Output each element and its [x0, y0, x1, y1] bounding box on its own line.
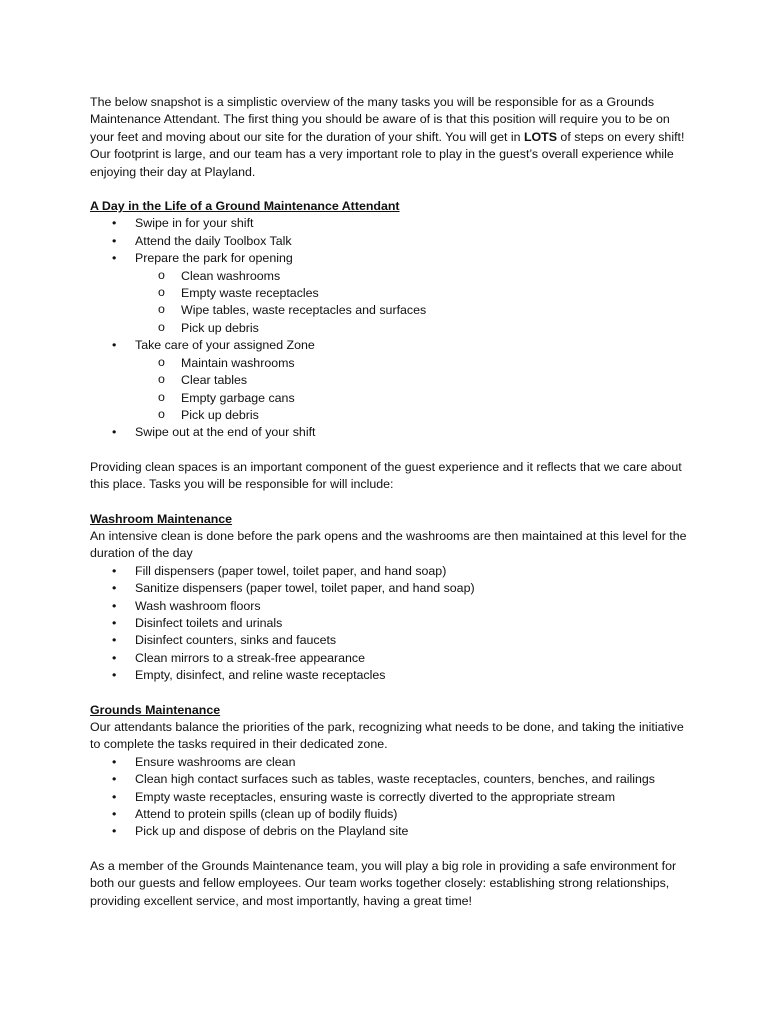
washroom-task-list	[90, 563, 690, 685]
list-item: • Sanitize dispensers (paper towel, toilet paper, and hand soap)	[90, 580, 690, 597]
list-item: • Empty waste receptacles, ensuring waste is correctly diverted to the appropriate stream	[90, 789, 690, 806]
list-item: • Pick up and dispose of debris on the Playland site	[90, 823, 690, 840]
list-item: • Clean high contact surfaces such as tables, waste receptacles, counters, benches, and railings	[90, 771, 690, 788]
list-item: • Prepare the park for opening	[90, 250, 690, 267]
sub-list-item: o Empty garbage cans	[90, 390, 690, 407]
lots-emphasis: LOTS	[523, 129, 557, 144]
list-item: • Disinfect toilets and urinals	[90, 615, 690, 632]
clean-spaces-paragraph: Providing clean spaces is an important component of the guest experience and it reflects that we care about this place. Tasks you will be responsible for will include:	[90, 459, 682, 492]
list-item: • Disinfect counters, sinks and faucets	[90, 632, 690, 649]
sub-list-item: o Empty waste receptacles	[90, 285, 690, 302]
list-item: • Wash washroom floors	[90, 598, 690, 615]
document-page	[90, 94, 690, 910]
list-item: • Clean mirrors to a streak-free appearance	[90, 650, 690, 667]
list-item: • Fill dispensers (paper towel, toilet paper, and hand soap)	[90, 563, 690, 580]
intro-paragraph: The below snapshot is a simplistic overview of the many tasks you will be responsible for as a Grounds Maintenance Attendant. The first thing you should be aware of is that this position will require you to be on your feet and moving about our site for the duration of your shift. You will get in LOTS of steps on every shift! Our footprint is large, and our team has a very important role to play in the guest’s overall experience while enjoying their day at Playland.	[90, 95, 685, 179]
washroom-heading: Washroom Maintenance	[90, 511, 233, 526]
grounds-heading: Grounds Maintenance	[90, 702, 221, 717]
day-in-life-heading: A Day in the Life of a Ground Maintenance Attendant	[90, 199, 400, 214]
sub-list-item: o Clear tables	[90, 372, 690, 389]
grounds-task-list	[90, 754, 690, 841]
closing-paragraph: As a member of the Grounds Maintenance team, you will play a big role in providing a safe environment for both our guests and fellow employees. Our team works together closely: establishing strong relationships, providing excellent service, and most importantly, having a great time!	[90, 858, 677, 908]
list-item: • Ensure washrooms are clean	[90, 754, 690, 771]
sub-list-item: o Maintain washrooms	[90, 355, 690, 372]
list-item: • Attend to protein spills (clean up of bodily fluids)	[90, 806, 690, 823]
list-item: • Swipe in for your shift	[90, 215, 690, 232]
list-item: • Attend the daily Toolbox Talk	[90, 233, 690, 250]
day-task-list	[90, 215, 690, 441]
sub-list-item: o Pick up debris	[90, 407, 690, 424]
sub-list-item: o Clean washrooms	[90, 268, 690, 285]
sub-list-item: o Wipe tables, waste receptacles and surfaces	[90, 302, 690, 319]
list-item: • Take care of your assigned Zone	[90, 337, 690, 354]
washroom-description: An intensive clean is done before the park opens and the washrooms are then maintained at this level for the duration of the day	[90, 528, 687, 561]
grounds-description: Our attendants balance the priorities of the park, recognizing what needs to be done, and taking the initiative to complete the tasks required in their dedicated zone.	[90, 720, 684, 752]
sub-list-item: o Pick up debris	[90, 320, 690, 337]
list-item: • Empty, disinfect, and reline waste receptacles	[90, 667, 690, 684]
list-item: • Swipe out at the end of your shift	[90, 424, 690, 441]
